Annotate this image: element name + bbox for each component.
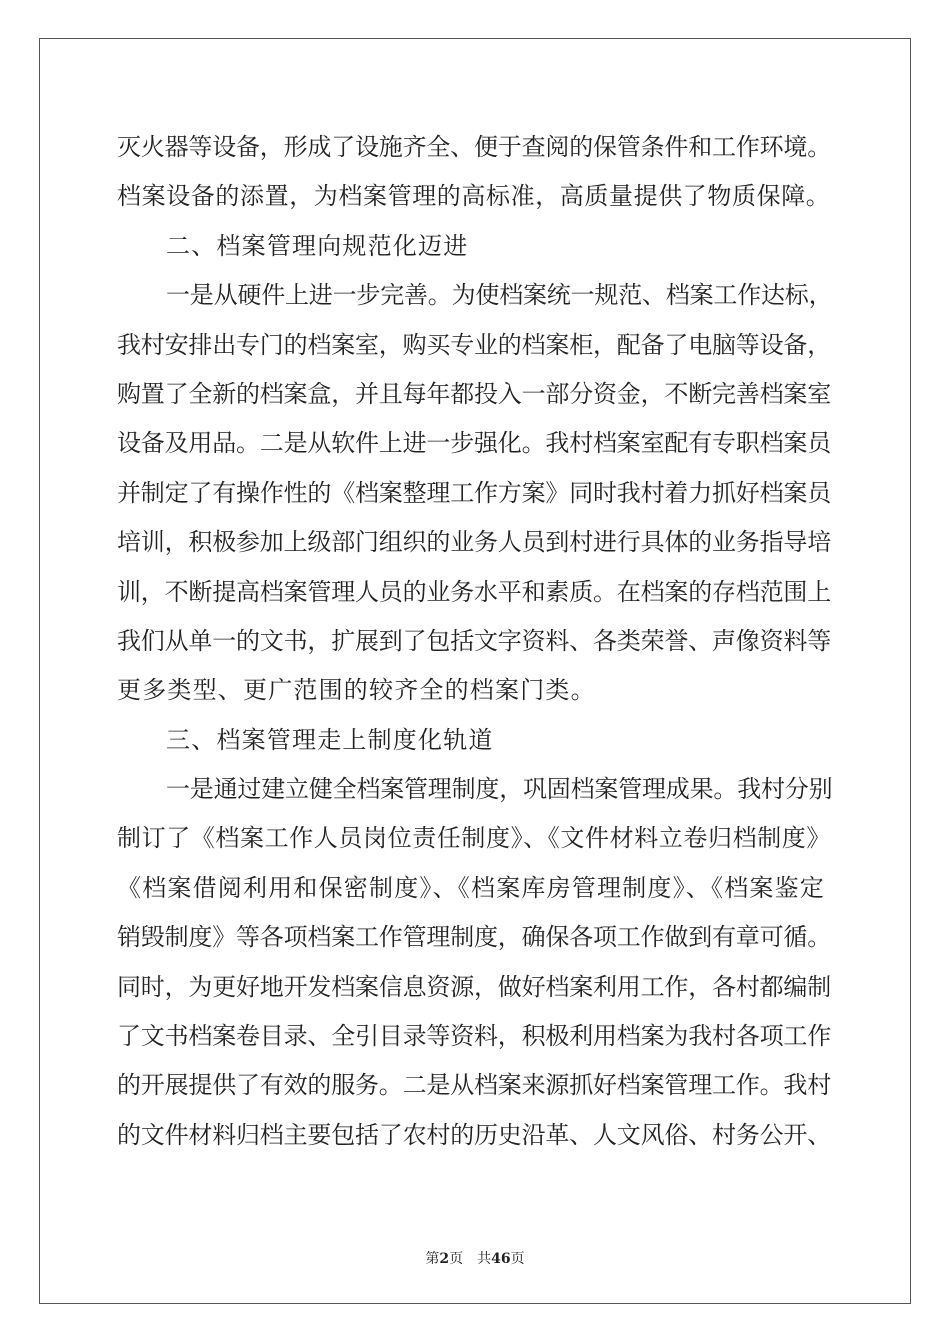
total-pages: 46 xyxy=(491,1251,511,1267)
paragraph-line: 培训，积极参加上级部门组织的业务人员到村进行具体的业务指导培 xyxy=(117,528,831,557)
paragraph-line: 了文书档案卷目录、全引目录等资料，积极利用档案为我村各项工作 xyxy=(117,1022,831,1051)
document-body xyxy=(117,123,833,1160)
paragraph-line: 更多类型、更广范围的较齐全的档案门类。 xyxy=(117,676,596,705)
paragraph-line: 我村安排出专门的档案室，购买专业的档案柜，配备了电脑等设备， xyxy=(117,330,831,359)
paragraph-line: 档案设备的添置，为档案管理的高标准，高质量提供了物质保障。 xyxy=(117,182,831,211)
paragraph-line: 同时，为更好地开发档案信息资源，做好档案利用工作，各村都编制 xyxy=(117,972,831,1001)
section-heading: 三、档案管理走上制度化轨道 xyxy=(166,725,494,754)
section-heading: 二、档案管理向规范化迈进 xyxy=(166,231,469,260)
page-number xyxy=(425,1248,463,1268)
paragraph-line: 制订了《档案工作人员岗位责任制度》、《文件材料立卷归档制度》 xyxy=(117,824,831,853)
paragraph-line: 训，不断提高档案管理人员的业务水平和素质。在档案的存档范围上 xyxy=(117,577,831,606)
paragraph-line: 并制定了有操作性的《档案整理工作方案》同时我村着力抓好档案员 xyxy=(117,478,831,507)
page-suffix: 页 xyxy=(449,1251,464,1267)
paragraph-line: 的开展提供了有效的服务。二是从档案来源抓好档案管理工作。我村 xyxy=(117,1071,831,1100)
paragraph-line: 灭火器等设备，形成了设施齐全、便于查阅的保管条件和工作环境。 xyxy=(117,133,831,161)
paragraph-line: 的文件材料归档主要包括了农村的历史沿革、人文风俗、村务公开、 xyxy=(117,1120,831,1149)
total-prefix: 共 xyxy=(477,1251,492,1267)
paragraph-line: 一是从硬件上进一步完善。为使档案统一规范、档案工作达标， xyxy=(166,281,833,310)
current-page: 2 xyxy=(439,1251,450,1267)
paragraph-line: 设备及用品。二是从软件上进一步强化。我村档案室配有专职档案员 xyxy=(117,429,831,458)
page-total xyxy=(477,1248,524,1268)
page-prefix: 第 xyxy=(425,1251,440,1267)
paragraph-line: 销毁制度》等各项档案工作管理制度，确保各项工作做到有章可循。 xyxy=(117,923,831,952)
total-suffix: 页 xyxy=(510,1251,525,1267)
paragraph-line: 一是通过建立健全档案管理制度，巩固档案管理成果。我村分别 xyxy=(166,775,833,804)
paragraph-line: 购置了全新的档案盒，并且每年都投入一部分资金，不断完善档案室 xyxy=(117,379,831,408)
paragraph-line: 《档案借阅利用和保密制度》、《档案库房管理制度》、《档案鉴定 xyxy=(117,873,825,902)
paragraph-line: 我们从单一的文书，扩展到了包括文字资料、各类荣誉、声像资料等 xyxy=(117,626,831,655)
page-footer xyxy=(0,1248,950,1268)
